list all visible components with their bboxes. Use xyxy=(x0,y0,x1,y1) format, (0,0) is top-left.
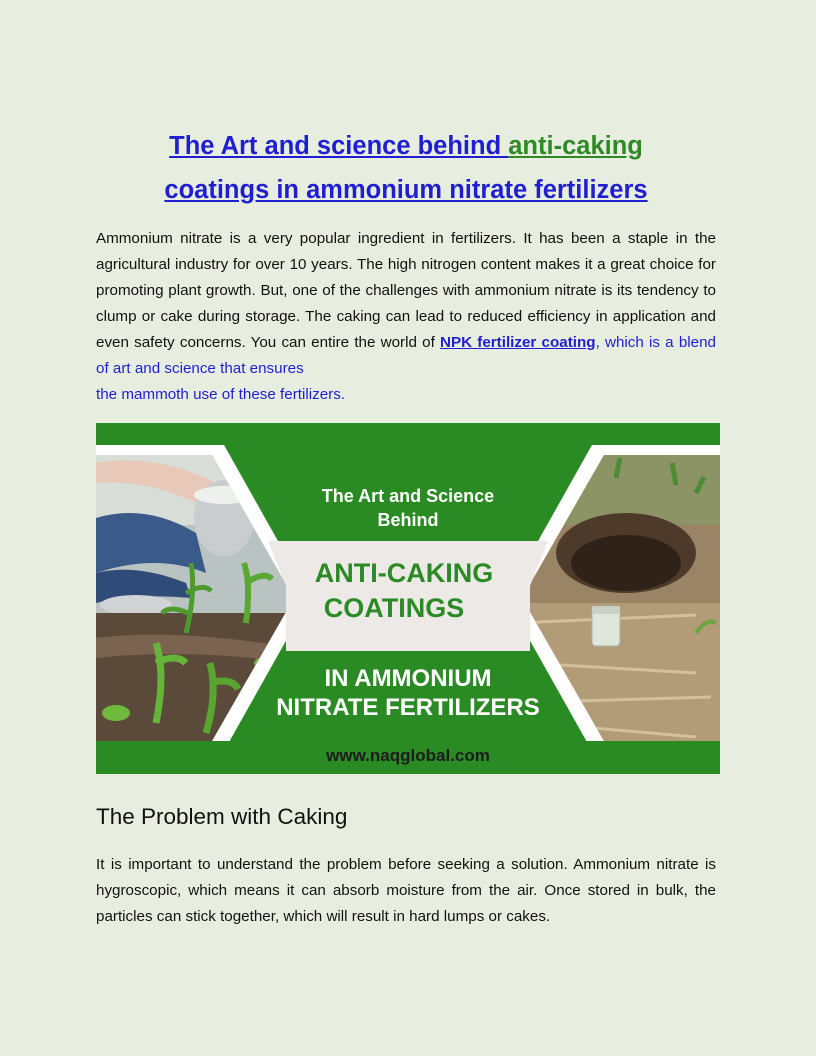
banner-top-line2: Behind xyxy=(377,510,439,530)
intro-tail-1: , which is a blend of art and science that ensures xyxy=(96,334,716,377)
banner-top-line1: The Art and Science xyxy=(321,486,495,506)
intro-paragraph xyxy=(96,226,716,408)
intro-text: Ammonium nitrate is a very popular ingredient in fertilizers. It has been a staple in the agricultural industry for over 10 years. The high nitrogen content makes it a great choice for promoting plant growth. But, one of the challenges with ammonium nitrate is its tendency to clump or cake during storage. The caking can lead to reduced efficiency in application and even safety concerns. You can entire the world of xyxy=(96,230,716,351)
banner-bottom-line2: NITRATE FERTILIZERS xyxy=(276,694,540,721)
banner-mid-line2: COATINGS xyxy=(323,593,465,623)
banner-image xyxy=(96,423,720,774)
page-title xyxy=(96,124,716,212)
title-link-anti-caking[interactable]: anti-caking xyxy=(508,132,643,160)
banner-bottom-line1: IN AMMONIUM xyxy=(324,665,492,692)
banner-mid-line1: ANTI-CAKING xyxy=(314,558,494,588)
title-link-part1[interactable]: The Art and science behind xyxy=(169,132,509,160)
title-link-part3[interactable]: coatings in ammonium nitrate fertilizers xyxy=(164,176,648,204)
npk-fertilizer-coating-link[interactable]: NPK fertilizer coating xyxy=(440,334,596,351)
section-paragraph: It is important to understand the problem before seeking a solution. Ammonium nitrate is hygroscopic, which means it can absorb moisture from the air. Once stored in bulk, the particles can stick together, which will result in hard lumps or cakes. xyxy=(96,856,716,925)
section-heading: The Problem with Caking xyxy=(96,804,348,829)
intro-tail-2: the mammoth use of these fertilizers. xyxy=(96,386,346,403)
banner-website: www.naqglobal.com xyxy=(326,746,490,765)
